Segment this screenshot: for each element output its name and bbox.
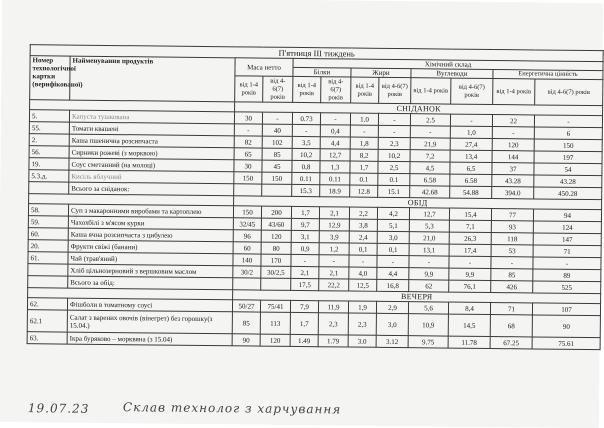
product-name: Кисіль яблучний [69, 170, 234, 184]
nutrition-value: 68 [490, 314, 532, 336]
nutrition-value: 11.78 [448, 336, 490, 348]
nutrition-value: 10,9 [408, 314, 448, 336]
nutrition-value: 4,4 [320, 137, 350, 149]
nutrition-value: - [491, 257, 533, 269]
nutrition-value: 2,9 [376, 301, 408, 313]
header-tech-card: Номер технологічної картки (верифікованої) [30, 56, 70, 100]
nutrition-value: 150 [234, 172, 262, 184]
nutrition-value: 50/27 [232, 300, 260, 312]
nutrition-value: 21,9 [410, 138, 450, 150]
header-net-mass: Маса нетто [235, 58, 293, 77]
product-name: Чахохбілі з м'ясом курки [68, 216, 233, 230]
nutrition-value: 120 [261, 230, 291, 242]
nutrition-value: 3,0 [377, 231, 409, 243]
tech-card-number: 60. [28, 228, 68, 240]
nutrition-value: 8,2 [350, 149, 378, 161]
tech-card-number: 58. [28, 204, 68, 216]
nutrition-value: - [262, 112, 292, 124]
total-value: 22,2 [319, 279, 349, 291]
nutrition-value: 22 [492, 115, 534, 127]
nutrition-value: 7,1 [449, 220, 491, 232]
nutrition-value: 170 [261, 254, 291, 266]
product-name: Каша пшенична розсипчаста [69, 134, 234, 148]
total-value: 18.9 [320, 185, 350, 197]
tech-card-number: 59. [28, 216, 68, 228]
nutrition-value: 75.61 [532, 337, 600, 350]
age-1-4-fats: від 1-4 років [351, 77, 379, 103]
tech-card-number: 5.3.д. [29, 170, 69, 182]
nutrition-value: 0.73 [292, 112, 320, 124]
nutrition-value: 9,9 [449, 268, 491, 280]
nutrition-value: 30 [234, 112, 262, 124]
nutrition-value: 0,1 [349, 243, 377, 255]
nutrition-value: - [377, 255, 409, 267]
nutrition-value: 82 [234, 136, 262, 148]
nutrition-value: 1,3 [320, 161, 350, 173]
day-title: П'ятниця ІІІ тиждень [30, 45, 603, 62]
nutrition-value: - [291, 254, 319, 266]
tech-card-number: 20. [28, 240, 68, 252]
handwritten-date: 19.07.23 [27, 401, 90, 416]
nutrition-value: 124 [533, 221, 601, 234]
nutrition-value: 53 [491, 245, 533, 257]
product-name: Салат з варених овочів (вінегрет) без горошку(з 15.04.) [67, 310, 232, 334]
tech-card-number: 63. [27, 332, 67, 344]
nutrition-value: 7,2 [410, 150, 450, 162]
nutrition-value: 1.79 [318, 335, 348, 347]
nutrition-value: 67.25 [490, 336, 532, 348]
tech-card-number: 5. [29, 110, 69, 122]
nutrition-value: 113 [260, 312, 290, 334]
age-4-6-fats: від 4-6(7) років [379, 77, 411, 103]
nutrition-value: 2.5 [410, 114, 450, 126]
nutrition-value: 94 [533, 209, 601, 222]
nutrition-value: 71 [490, 303, 532, 315]
nutrition-value: 1.0 [350, 113, 378, 125]
nutrition-value: 85 [262, 148, 292, 160]
total-spacer [29, 182, 69, 194]
nutrition-value: 2,1 [291, 266, 319, 278]
product-name: Каша ячна розсипчаста з цибулею [68, 228, 233, 242]
nutrition-value: 200 [261, 206, 291, 218]
nutrition-value: 4,4 [377, 267, 409, 279]
nutrition-value: 43.28 [534, 175, 602, 188]
nutrition-value: 13,4 [450, 150, 492, 162]
nutrition-value: 30/2,5 [261, 266, 291, 278]
total-value: 15.3 [292, 184, 320, 196]
nutrition-value: 6.58 [450, 174, 492, 186]
total-label: Всього за обід: [68, 276, 233, 290]
nutrition-value: 9,7 [291, 218, 319, 230]
nutrition-value: 45 [262, 160, 292, 172]
total-mass-empty [262, 184, 292, 196]
nutrition-value: 43/60 [261, 218, 291, 230]
tech-card-number [28, 264, 68, 276]
nutrition-value: 17,4 [449, 244, 491, 256]
nutrition-value: 3,0 [376, 313, 408, 335]
total-value: 76,1 [449, 280, 491, 292]
nutrition-value: 9.75 [408, 336, 448, 348]
total-value: 426 [491, 281, 533, 293]
total-value: 394.0 [492, 187, 534, 199]
nutrition-value: 118 [491, 233, 533, 245]
product-name: Чай (трав'яний) [68, 252, 233, 266]
nutrition-value: 1,8 [350, 137, 378, 149]
nutrition-value: 7,9 [290, 300, 318, 312]
nutrition-value: 8,4 [448, 302, 490, 314]
nutrition-value: - [492, 127, 534, 139]
nutrition-value: 107 [532, 303, 600, 316]
total-mass-empty [233, 278, 261, 290]
nutrition-value: 3,5 [292, 136, 320, 148]
tech-card-number: 61. [28, 252, 68, 264]
nutrition-value: 93 [491, 221, 533, 233]
nutrition-value: 12,9 [319, 219, 349, 231]
nutrition-value: 2,1 [319, 267, 349, 279]
section-title: ОБІД [234, 196, 602, 210]
product-name: Ікра буряково – морквяна (з 15.04) [67, 332, 232, 346]
age-1-4-carbs: від 1-4 років [411, 78, 451, 104]
nutrition-value: - [378, 113, 410, 125]
nutrition-value: 2,2 [349, 207, 377, 219]
nutrition-value: 96 [233, 230, 261, 242]
section-title: ВЕЧЕРЯ [233, 290, 601, 304]
nutrition-value: 14,5 [448, 314, 490, 336]
tech-card-number: 62. [27, 298, 67, 310]
nutrition-value: 5,1 [377, 219, 409, 231]
nutrition-value: 150 [262, 172, 292, 184]
nutrition-value: 1,0 [450, 126, 492, 138]
header-energy: Енергетична цінність [493, 70, 603, 80]
nutrition-value: 1,2 [319, 243, 349, 255]
age-1-4-proteins: від 1-4 років [293, 76, 321, 102]
nutrition-value: 30 [234, 160, 262, 172]
nutrition-value: 80 [261, 242, 291, 254]
section-title: СНІДАНОК [235, 102, 603, 116]
nutrition-value: 3.12 [376, 335, 408, 347]
header-product-name: Найменування продуктів [70, 56, 235, 102]
nutrition-value: 15,4 [449, 208, 491, 220]
nutrition-value: 10,2 [292, 148, 320, 160]
total-value: 15.1 [378, 185, 410, 197]
nutrition-value: 10,2 [378, 149, 410, 161]
nutrition-value: 43.28 [492, 175, 534, 187]
nutrition-value: 12,7 [320, 149, 350, 161]
product-name: Хліб цільнозерновий з вершковим маслом [68, 264, 233, 278]
nutrition-value: 0.11 [320, 173, 350, 185]
nutrition-value: - [533, 257, 601, 270]
total-value: 450.28 [534, 187, 602, 200]
nutrition-value: 6 [534, 127, 602, 140]
header-proteins: Білки [293, 67, 351, 77]
total-value: 42.68 [410, 186, 450, 198]
tech-card-number: 19. [29, 158, 69, 170]
product-name: Суп з макаронними виробами та картоплею [68, 204, 233, 218]
total-value: 62 [409, 280, 449, 292]
header-carbs: Вуглеводи [411, 69, 493, 79]
total-spacer [28, 276, 68, 288]
nutrition-value: - [534, 115, 602, 128]
nutrition-value: 37 [492, 163, 534, 175]
age-4-6-mass: від 4-6(7) років [263, 76, 293, 102]
nutrition-value: - [349, 255, 377, 267]
nutrition-value: 3,8 [349, 219, 377, 231]
nutrition-value: 6,5 [450, 162, 492, 174]
nutrition-value: 90 [232, 334, 260, 346]
header-chem: Хімічний склад [293, 58, 603, 70]
nutrition-value: 150 [534, 139, 602, 152]
product-name: Фрукти свіжі (банани) [68, 240, 233, 254]
tech-card-number: 62.1 [27, 310, 67, 332]
nutrition-value: 6.58 [410, 174, 450, 186]
nutrition-value: - [292, 124, 320, 136]
total-value: 525 [533, 281, 601, 294]
nutrition-value: 2,5 [378, 161, 410, 173]
nutrition-value: 77 [491, 209, 533, 221]
menu-table [27, 44, 604, 350]
total-mass-empty [261, 278, 291, 290]
product-name: Соус сметанний (на молоці) [69, 158, 234, 172]
nutrition-value: 147 [533, 233, 601, 246]
nutrition-value: 65 [234, 148, 262, 160]
nutrition-value: - [409, 256, 449, 268]
nutrition-value: 2,3 [318, 313, 348, 335]
nutrition-value: 5,3 [409, 220, 449, 232]
total-value: 17,5 [291, 278, 319, 290]
nutrition-value: 0.1 [350, 173, 378, 185]
nutrition-value: 120 [492, 139, 534, 151]
nutrition-value: 140 [233, 254, 261, 266]
nutrition-value: 0.1 [378, 173, 410, 185]
nutrition-value: 11,9 [318, 301, 348, 313]
nutrition-value: 21,0 [409, 232, 449, 244]
nutrition-value: 4,5 [410, 162, 450, 174]
nutrition-value: 150 [233, 206, 261, 218]
nutrition-value: - [410, 126, 450, 138]
product-name: Томати квашені [69, 122, 234, 136]
nutrition-value: 71 [533, 245, 601, 258]
nutrition-value: 1,7 [350, 161, 378, 173]
nutrition-value: 32/45 [233, 218, 261, 230]
nutrition-value: - [320, 113, 350, 125]
nutrition-value: 85 [491, 269, 533, 281]
nutrition-value: 197 [534, 151, 602, 164]
total-label: Всього за сніданок: [69, 182, 234, 196]
handwritten-signature: Склав технолог з харчування [122, 400, 342, 417]
nutrition-value: - [449, 256, 491, 268]
header-fats: Жири [351, 68, 411, 78]
total-value: 54.88 [450, 186, 492, 198]
nutrition-value: 13,1 [409, 244, 449, 256]
nutrition-value: 30/2 [233, 266, 261, 278]
nutrition-value: 1,7 [291, 206, 319, 218]
nutrition-value: 85 [232, 312, 260, 334]
nutrition-value: 0,1 [377, 243, 409, 255]
nutrition-value: 1,7 [290, 312, 318, 334]
age-4-6-proteins: від 4-6(7) років [321, 77, 351, 103]
nutrition-value: - [234, 124, 262, 136]
nutrition-value: - [378, 125, 410, 137]
nutrition-value: 3,1 [291, 230, 319, 242]
nutrition-value: 75/41 [260, 300, 290, 312]
nutrition-value: 9,9 [409, 268, 449, 280]
nutrition-value: 60 [233, 242, 261, 254]
nutrition-value: 0.11 [292, 172, 320, 184]
nutrition-value: 144 [492, 151, 534, 163]
total-value: 12,5 [349, 279, 377, 291]
nutrition-value: 3.0 [348, 335, 376, 347]
nutrition-value: 27,4 [450, 138, 492, 150]
tech-card-number: 2. [29, 134, 69, 146]
nutrition-value: 2,4 [349, 231, 377, 243]
nutrition-value: 2,3 [378, 137, 410, 149]
age-1-4-energy: від 1-4 років [493, 79, 535, 105]
handwritten-note [28, 399, 599, 425]
nutrition-value: 89 [533, 269, 601, 282]
age-4-6-energy: від 4-6(7) років [535, 79, 603, 106]
nutrition-value: 4,2 [377, 207, 409, 219]
nutrition-value: 4,0 [349, 267, 377, 279]
total-mass-empty [234, 184, 262, 196]
tech-card-number: 55. [29, 122, 69, 134]
nutrition-value: 0,4 [320, 125, 350, 137]
total-value: 16,8 [377, 279, 409, 291]
product-name: Фішболи в томатному соусі [67, 298, 232, 312]
nutrition-value: - [319, 255, 349, 267]
total-value: 12.8 [350, 185, 378, 197]
nutrition-value: 12,7 [409, 208, 449, 220]
nutrition-value: 90 [532, 315, 600, 338]
nutrition-value: 2,1 [319, 207, 349, 219]
nutrition-value: - [450, 114, 492, 126]
nutrition-value: 2,3 [348, 313, 376, 335]
nutrition-value: 0,9 [291, 242, 319, 254]
nutrition-value: 1,9 [348, 301, 376, 313]
product-name: Капуста тушкована [69, 110, 234, 124]
nutrition-value: 120 [260, 334, 290, 346]
nutrition-value: 0,8 [292, 160, 320, 172]
nutrition-value: 3,9 [319, 231, 349, 243]
menu-table-body [27, 45, 603, 350]
nutrition-value: 26,3 [449, 232, 491, 244]
age-1-4-mass: від 1-4 років [235, 76, 263, 102]
nutrition-value: 5,6 [408, 302, 448, 314]
product-name: Сирники рожеві (з морквою) [69, 146, 234, 160]
nutrition-value: 40 [262, 124, 292, 136]
nutrition-value: 54 [534, 163, 602, 176]
tech-card-number: 56. [29, 146, 69, 158]
nutrition-value: - [350, 125, 378, 137]
age-4-6-carbs: від 4-6(7) років [451, 78, 493, 104]
nutrition-value: 102 [262, 136, 292, 148]
nutrition-value: 1.49 [290, 334, 318, 346]
